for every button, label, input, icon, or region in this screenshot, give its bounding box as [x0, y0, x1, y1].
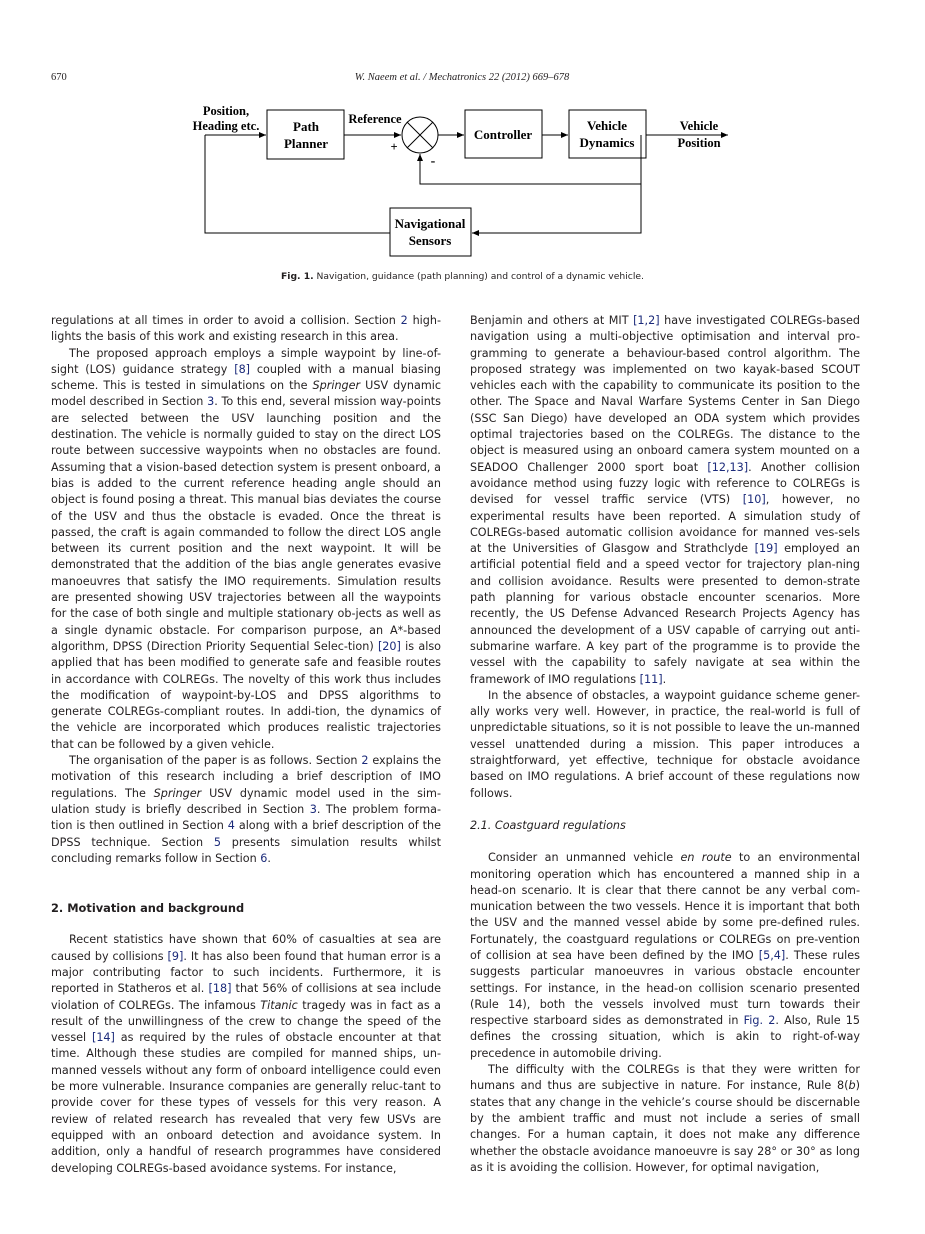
section-link[interactable]: 4: [227, 819, 235, 833]
input-label-1: Position,: [202, 104, 250, 118]
citation-link[interactable]: [1,2]: [633, 314, 660, 327]
input-label-2: Heading etc.: [192, 119, 260, 133]
citation-link[interactable]: [12,13]: [707, 460, 749, 474]
citation-link[interactable]: [14]: [91, 1031, 115, 1045]
citation-link[interactable]: [18]: [208, 982, 232, 996]
minus-sign: -: [430, 154, 436, 169]
caption-label: Fig. 1.: [281, 271, 314, 282]
left-column: [51, 313, 441, 1177]
section-heading: 2. Motivation and background: [51, 901, 245, 916]
running-header: [51, 72, 873, 88]
reference-label: Reference: [348, 112, 402, 126]
sensors-label-2: Sensors: [408, 233, 452, 248]
section-link[interactable]: 2: [400, 314, 408, 327]
paragraph: The difficulty with the COLREGs is that they were written for humans and thus are subjective in nature. For instance, Rule 8(b) states that any change in the vehicle’s course should be discernable by the ambient traffic and must not include a series of small changes. For a human captain, it does not make any difference whether the obstacle avoidance manoeuvre is say 28° or 30° as long as it is avoiding the collision. However, for optimal navigation,: [470, 1063, 860, 1174]
figure-link[interactable]: Fig. 2: [743, 1014, 776, 1028]
paragraph: The proposed approach employs a simple waypoint by line-of-sight (LOS) guidance strategy [8] coupled with a manual biasing scheme. This is tested in simulations on the Springer USV dynamic model described in Section 3. To this end, several mission way-points are selected between the USV launching position and the destination. The vehicle is normally guided to stay on the direct LOS route between successive waypoints when no obstacles are found. Assuming that a vision-based detection system is present onboard, a bias is added to the current reference heading angle should an object is found posing a threat. This manual bias deviates the course of the USV and thus the obstacle is evaded. Once the threat is passed, the craft is again commanded to follow the direct LOS angle between its current position and the next waypoint. It will be demonstrated that the addition of the bias angle generates evasive manoeuvres that satisfy the IMO requirements. Simulation results are presented showing USV trajectories between all the waypoints for the case of both single and multiple stationary ob-jects as well as a single dynamic obstacle. For comparison purpose, an A*-based algorithm, DPSS (Direction Priority Sequential Selec-tion) [20] is also applied that has been modified to generate safe and feasible routes in accordance with COLREGs. The novelty of this work thus includes the modification of waypoint-by-LOS and DPSS algorithms to generate COLREGs-compliant routes. In addi-tion, the dynamics of the vehicle are incorporated which produces realistic trajectories that can be followed by a given vehicle.: [51, 346, 441, 751]
paragraph: Recent statistics have shown that 60% of casualties at sea are caused by collisions [9]. It has also been found that human error is a major contributing factor to such incidents. Furthermore, it is reported in Statheros et al. [18] that 56% of collisions at sea include violation of COLREGs. The infamous Titanic tragedy was in fact as a result of the unwillingness of the crew to change the speed of the vessel [14] as required by the rules of obstacle encounter at that time. Although these studies are compiled for manned ships, un-manned vessels without any form of onboard intelligence could even be more vulnerable. Insurance companies are generally reluc-tant to provide cover for these types of vessels for this very reason. A review of related research has revealed that very few USVs are equipped with an onboard detection and avoidance system. In addition, only a handful of research programmes have considered developing COLREGs-based avoidance systems. For instance,: [51, 933, 441, 1175]
citation-link[interactable]: [8]: [234, 362, 251, 376]
journal-citation: W. Naeem et al. / Mechatronics 22 (2012) 669–678: [354, 72, 570, 83]
paragraph: Benjamin and others at MIT [1,2] have investigated COLREGs-based navigation using a multi-objective optimisation and interval pro-gramming to generate a behaviour-based control algorithm. The proposed strategy was implemented on two kayak-based SCOUT vehicles each with the capability to communicate its position to the other. The Space and Naval Warfare Systems Center in San Diego (SSC San Diego) have developed an ODA system which provides optimal trajectories based on the COLREGs. The distance to the object is measured using an onboard camera system mounted on a SEADOO Challenger 2000 sport boat [12,13]. Another collision avoidance method using fuzzy logic with reference to COLREGs is devised for vessel traffic service (VTS) [10], however, no experimental results have been reported. A simulation study of COLREGs-based automatic collision avoidance for manned ves-sels at the Universities of Glasgow and Strathclyde [19] employed an artificial potential field and a speed vector for trajectory plan-ning and collision avoidance. Results were presented to demon-strate path planning for various obstacle encounter scenarios. More recently, the US Defense Advanced Research Projects Agency has announced the development of a USV capable of carrying out anti-submarine warfare. A key part of the programme is to provide the vessel with the capability to safely navigate at sea within the framework of IMO regulations [11].: [470, 314, 860, 686]
right-column: [470, 313, 860, 1176]
citation-link[interactable]: [19]: [754, 542, 778, 556]
paragraph: regulations at all times in order to avoid a collision. Section 2 high-lights the basis of this work and existing research in this area.: [51, 314, 441, 344]
figure-1-block-diagram: [180, 95, 740, 265]
citation-link[interactable]: [20]: [377, 639, 401, 653]
controller-label: Controller: [473, 127, 533, 142]
paragraph: In the absence of obstacles, a waypoint guidance scheme gener-ally works very well. However, in practice, the real-world is full of unpredictable situations, so it is not possible to leave the un-manned vessel unattended during a mission. This paper introduces a straightforward, yet effective, technique for obstacle avoidance based on IMO regulations. A brief account of these regulations now follows.: [470, 688, 860, 800]
citation-link[interactable]: [5,4]: [758, 948, 786, 962]
paragraph: The organisation of the paper is as follows. Section 2 explains the motivation of this research including a brief description of IMO regulations. The Springer USV dynamic model used in the sim-ulation study is briefly described in Section 3. The problem forma-tion is then outlined in Section 4 along with a brief description of the DPSS technique. Section 5 presents simulation results whilst concluding remarks follow in Section 6.: [51, 754, 441, 865]
citation-link[interactable]: [10]: [742, 493, 766, 507]
path-planner-block: [267, 110, 344, 159]
path-planner-label-2: Planner: [283, 136, 329, 151]
section-link[interactable]: 3: [207, 395, 215, 409]
output-label-1: Vehicle: [679, 119, 719, 133]
section-link[interactable]: 3: [309, 802, 317, 816]
paragraph: Consider an unmanned vehicle en route to an environmental monitoring operation which has encountered a manned ship in a head-on scenario. It is clear that there cannot be any verbal com-munication between the two vessels. Hence it is important that both the USV and the manned vessel abide by some pre-defined rules. Fortunately, the coastguard regulations or COLREGs on pre-vention of collision at sea have been defined by the IMO [5,4]. These rules suggests particular manoeuvres in various obstacle encounter settings. For instance, in the head-on collision scenario presented (Rule 14), both the vessels involved must turn towards their respective starboard sides as demonstrated in Fig. 2. Also, Rule 15 defines the crossing situation, which is akin to right-of-way precedence in automobile driving.: [470, 851, 861, 1060]
vehicle-dynamics-label-1: Vehicle: [587, 118, 627, 133]
vehicle-dynamics-label-2: Dynamics: [579, 135, 635, 150]
page-number: 670: [51, 72, 67, 83]
path-planner-label-1: Path: [293, 119, 319, 134]
citation-link[interactable]: [11]: [639, 672, 663, 686]
section-link[interactable]: 5: [213, 835, 221, 849]
citation-link[interactable]: [9]: [167, 949, 184, 963]
plus-sign: +: [390, 140, 398, 154]
section-link[interactable]: 6: [260, 851, 268, 865]
figure-caption: [0, 271, 925, 282]
caption-text: Navigation, guidance (path planning) and control of a dynamic vehicle.: [313, 271, 644, 282]
subsection-heading: 2.1. Coastguard regulations: [470, 818, 626, 832]
output-label-2: Position: [677, 136, 721, 150]
sensors-label-1: Navigational: [394, 216, 466, 231]
section-link[interactable]: 2: [361, 754, 369, 768]
